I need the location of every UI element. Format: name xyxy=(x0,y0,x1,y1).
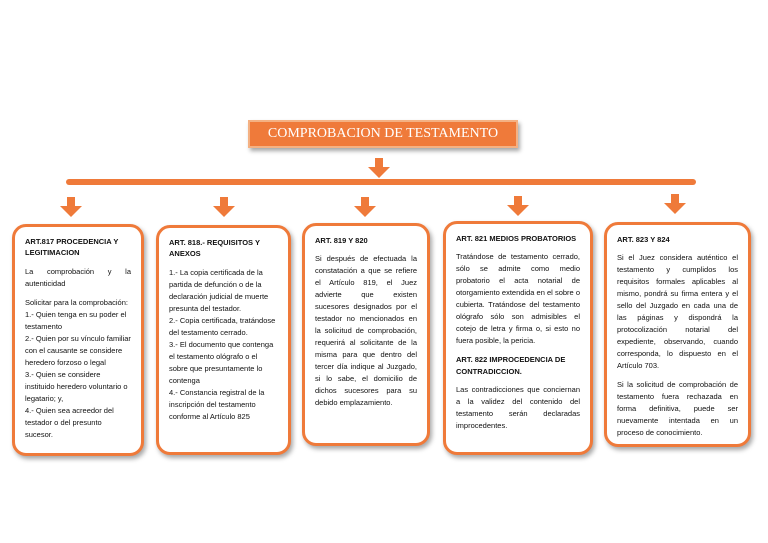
card-heading: ART. 821 MEDIOS PROBATORIOS xyxy=(456,234,577,243)
card-intro: La comprobación y la autenticidad xyxy=(25,266,131,288)
list-item: 1.- La copia certificada de la partida de defunción o de la declaración judicial de muerte presunta del testador. xyxy=(169,267,269,313)
card-subheading: ART. 822 IMPROCEDENCIA DE CONTRADICCION. xyxy=(456,355,566,376)
arrow-down-icon xyxy=(60,197,82,217)
card-paragraph: Si después de efectuada la constatación a que se refiere el Artículo 819, el Juez advierte que existen sucesores designados por el testador no mencionados en la solicitud de comprobación, requerirá al solicitante de la misma para que dentro del tercer día indique al Juzgado, si lo sabe, el domicilio de dichos sucesores para su debido emplazamiento. xyxy=(315,254,417,408)
card-art-818 xyxy=(156,225,291,455)
card-paragraph: Si la solicitud de comprobación de testamento fuera rechazada en forma definitiva, puede ser nuevamente intentada en un proceso de conocimiento. xyxy=(617,380,738,438)
card-heading: ART. 818.- REQUISITOS Y ANEXOS xyxy=(169,238,260,259)
requirements-list xyxy=(25,309,131,441)
card-art-817 xyxy=(12,224,144,456)
card-lead: Solicitar para la comprobación: xyxy=(25,297,128,307)
list-item: 4.- Constancia registral de la inscripción del testamento conforme al Artículo 825 xyxy=(169,387,265,421)
card-art-823-824 xyxy=(604,222,751,447)
diagram-title: COMPROBACION DE TESTAMENTO xyxy=(248,120,518,148)
arrow-down-icon xyxy=(368,158,390,178)
card-paragraph: Las contradicciones que conciernan a la validez del contenido del testamento serán declaradas improcedentes. xyxy=(456,384,580,430)
list-item: 3.- El documento que contenga el testamento ológrafo o el sobre que presuntamente lo contenga xyxy=(169,339,274,385)
card-art-819-820 xyxy=(302,223,430,446)
connector-bar xyxy=(66,179,696,185)
card-heading: ART. 819 Y 820 xyxy=(315,236,368,245)
list-item: 2.- Quien por su vínculo familiar con el causante se considere heredero forzoso o legal xyxy=(25,333,131,367)
card-heading: ART.817 PROCEDENCIA Y LEGITIMACION xyxy=(25,237,119,258)
card-paragraph: Tratándose de testamento cerrado, sólo se admite como medio probatorio el acta notarial de otorgamiento extendida en el sobre o cubierta. Tratándose del testamento ológrafo sólo son admisibles el cotejo de letra y firma o, si esto no fuera posible, la pericia. xyxy=(456,252,580,346)
arrow-down-icon xyxy=(354,197,376,217)
list-item: 1.- Quien tenga en su poder el testamento xyxy=(25,309,127,331)
card-paragraph: Si el Juez considera auténtico el testamento y cumplidos los requisitos formales aplicables al mismo, pondrá su firma entera y el sello del Juzgado en cada una de las páginas y dispondrá la protocolización notarial del expediente, observando, cuando corresponda, lo dispuesto en el Artículo 703. xyxy=(617,253,738,371)
arrow-down-icon xyxy=(507,196,529,216)
requirements-list xyxy=(169,267,278,423)
list-item: 2.- Copia certificada, tratándose del testamento cerrado. xyxy=(169,315,276,337)
arrow-down-icon xyxy=(664,194,686,214)
card-art-821-822 xyxy=(443,221,593,455)
card-heading: ART. 823 Y 824 xyxy=(617,235,670,244)
list-item: 4.- Quien sea acreedor del testador o del presunto sucesor. xyxy=(25,405,114,439)
arrow-down-icon xyxy=(213,197,235,217)
list-item: 3.- Quien se considere instituido heredero voluntario o legatario; y, xyxy=(25,369,128,403)
